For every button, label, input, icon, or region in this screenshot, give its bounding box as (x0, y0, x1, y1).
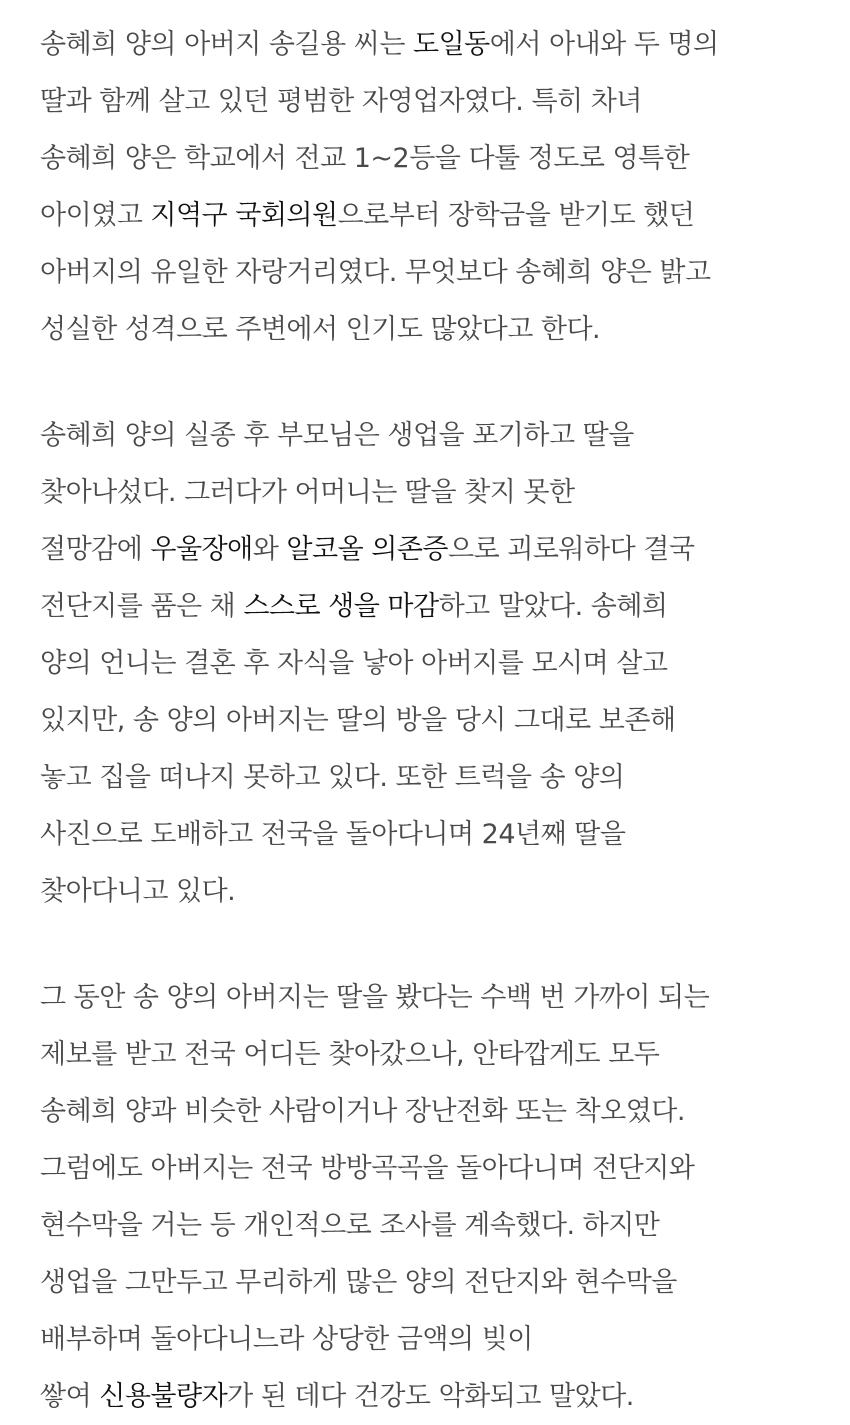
text-line (40, 521, 830, 578)
text-segment: 찾아나섰다. 그러다가 어머니는 딸을 찾지 못한 (40, 477, 575, 508)
text-segment: 쌓여 (40, 1381, 100, 1412)
text-line (40, 1026, 830, 1083)
wiki-link[interactable]: 우울장애 (150, 534, 253, 565)
text-line (40, 244, 830, 301)
article-body (40, 16, 830, 1425)
text-segment: 사진으로 도배하고 전국을 돌아다니며 24년째 딸을 (40, 819, 626, 850)
text-segment: 그 동안 송 양의 아버지는 딸을 봤다는 수백 번 가까이 되는 (40, 982, 710, 1013)
text-segment: 그럼에도 아버지는 전국 방방곡곡을 돌아다니며 전단지와 (40, 1153, 695, 1184)
text-segment: 송혜희 양의 아버지 송길용 씨는 (40, 29, 413, 60)
text-segment: 송혜희 양은 학교에서 전교 1~2등을 다툴 정도로 영특한 (40, 143, 690, 174)
text-line (40, 635, 830, 692)
text-line (40, 464, 830, 521)
paragraph (40, 407, 830, 920)
text-segment: 송혜희 양과 비슷한 사람이거나 장난전화 또는 착오였다. (40, 1096, 685, 1127)
paragraph (40, 969, 830, 1425)
text-segment: 송혜희 양의 실종 후 부모님은 생업을 포기하고 딸을 (40, 420, 634, 451)
paragraph-gap (40, 358, 830, 407)
text-segment: 전단지를 품은 채 (40, 591, 244, 622)
text-line (40, 1254, 830, 1311)
paragraph (40, 16, 830, 358)
text-segment: 생업을 그만두고 무리하게 많은 양의 전단지와 현수막을 (40, 1267, 677, 1298)
text-line (40, 130, 830, 187)
text-line (40, 806, 830, 863)
text-line (40, 578, 830, 635)
text-segment: 하고 말았다. 송혜희 (438, 591, 668, 622)
wiki-link[interactable]: 스스로 생을 마감 (243, 591, 439, 622)
text-segment: 있지만, 송 양의 아버지는 딸의 방을 당시 그대로 보존해 (40, 705, 676, 736)
text-segment: 찾아다니고 있다. (40, 876, 236, 907)
text-segment: 배부하며 돌아다니느라 상당한 금액의 빚이 (40, 1324, 533, 1355)
text-segment: 성실한 성격으로 주변에서 인기도 많았다고 한다. (40, 314, 601, 345)
wiki-link[interactable]: 지역구 국회의원 (150, 200, 338, 231)
text-segment: 놓고 집을 떠나지 못하고 있다. 또한 트럭을 송 양의 (40, 762, 625, 793)
text-line (40, 187, 830, 244)
text-line (40, 407, 830, 464)
wiki-link[interactable]: 알코올 의존증 (286, 534, 448, 565)
text-line (40, 692, 830, 749)
text-segment: 아버지의 유일한 자랑거리였다. 무엇보다 송혜희 양은 밝고 (40, 257, 711, 288)
text-segment: 딸과 함께 살고 있던 평범한 자영업자였다. 특히 차녀 (40, 86, 642, 117)
text-segment: 으로부터 장학금을 받기도 했던 (337, 200, 695, 231)
text-line (40, 301, 830, 358)
text-segment: 가 된 데다 건강도 악화되고 말았다. (227, 1381, 634, 1412)
paragraph-gap (40, 920, 830, 969)
wiki-link[interactable]: 신용불량자 (99, 1381, 228, 1412)
text-line (40, 863, 830, 920)
text-segment: 절망감에 (40, 534, 151, 565)
text-segment: 양의 언니는 결혼 후 자식을 낳아 아버지를 모시며 살고 (40, 648, 668, 679)
text-segment: 으로 괴로워하다 결국 (448, 534, 695, 565)
text-segment: 에서 아내와 두 명의 (489, 29, 719, 60)
text-line (40, 16, 830, 73)
text-line (40, 749, 830, 806)
text-line (40, 1083, 830, 1140)
text-line (40, 969, 830, 1026)
text-segment: 제보를 받고 전국 어디든 찾아갔으나, 안타깝게도 모두 (40, 1039, 660, 1070)
text-line (40, 1197, 830, 1254)
wiki-link[interactable]: 도일동 (412, 29, 490, 60)
text-segment: 현수막을 거는 등 개인적으로 조사를 계속했다. 하지만 (40, 1210, 660, 1241)
text-line (40, 73, 830, 130)
text-line (40, 1368, 830, 1425)
text-line (40, 1140, 830, 1197)
text-line (40, 1311, 830, 1368)
text-segment: 와 (252, 534, 287, 565)
text-segment: 아이였고 (40, 200, 151, 231)
